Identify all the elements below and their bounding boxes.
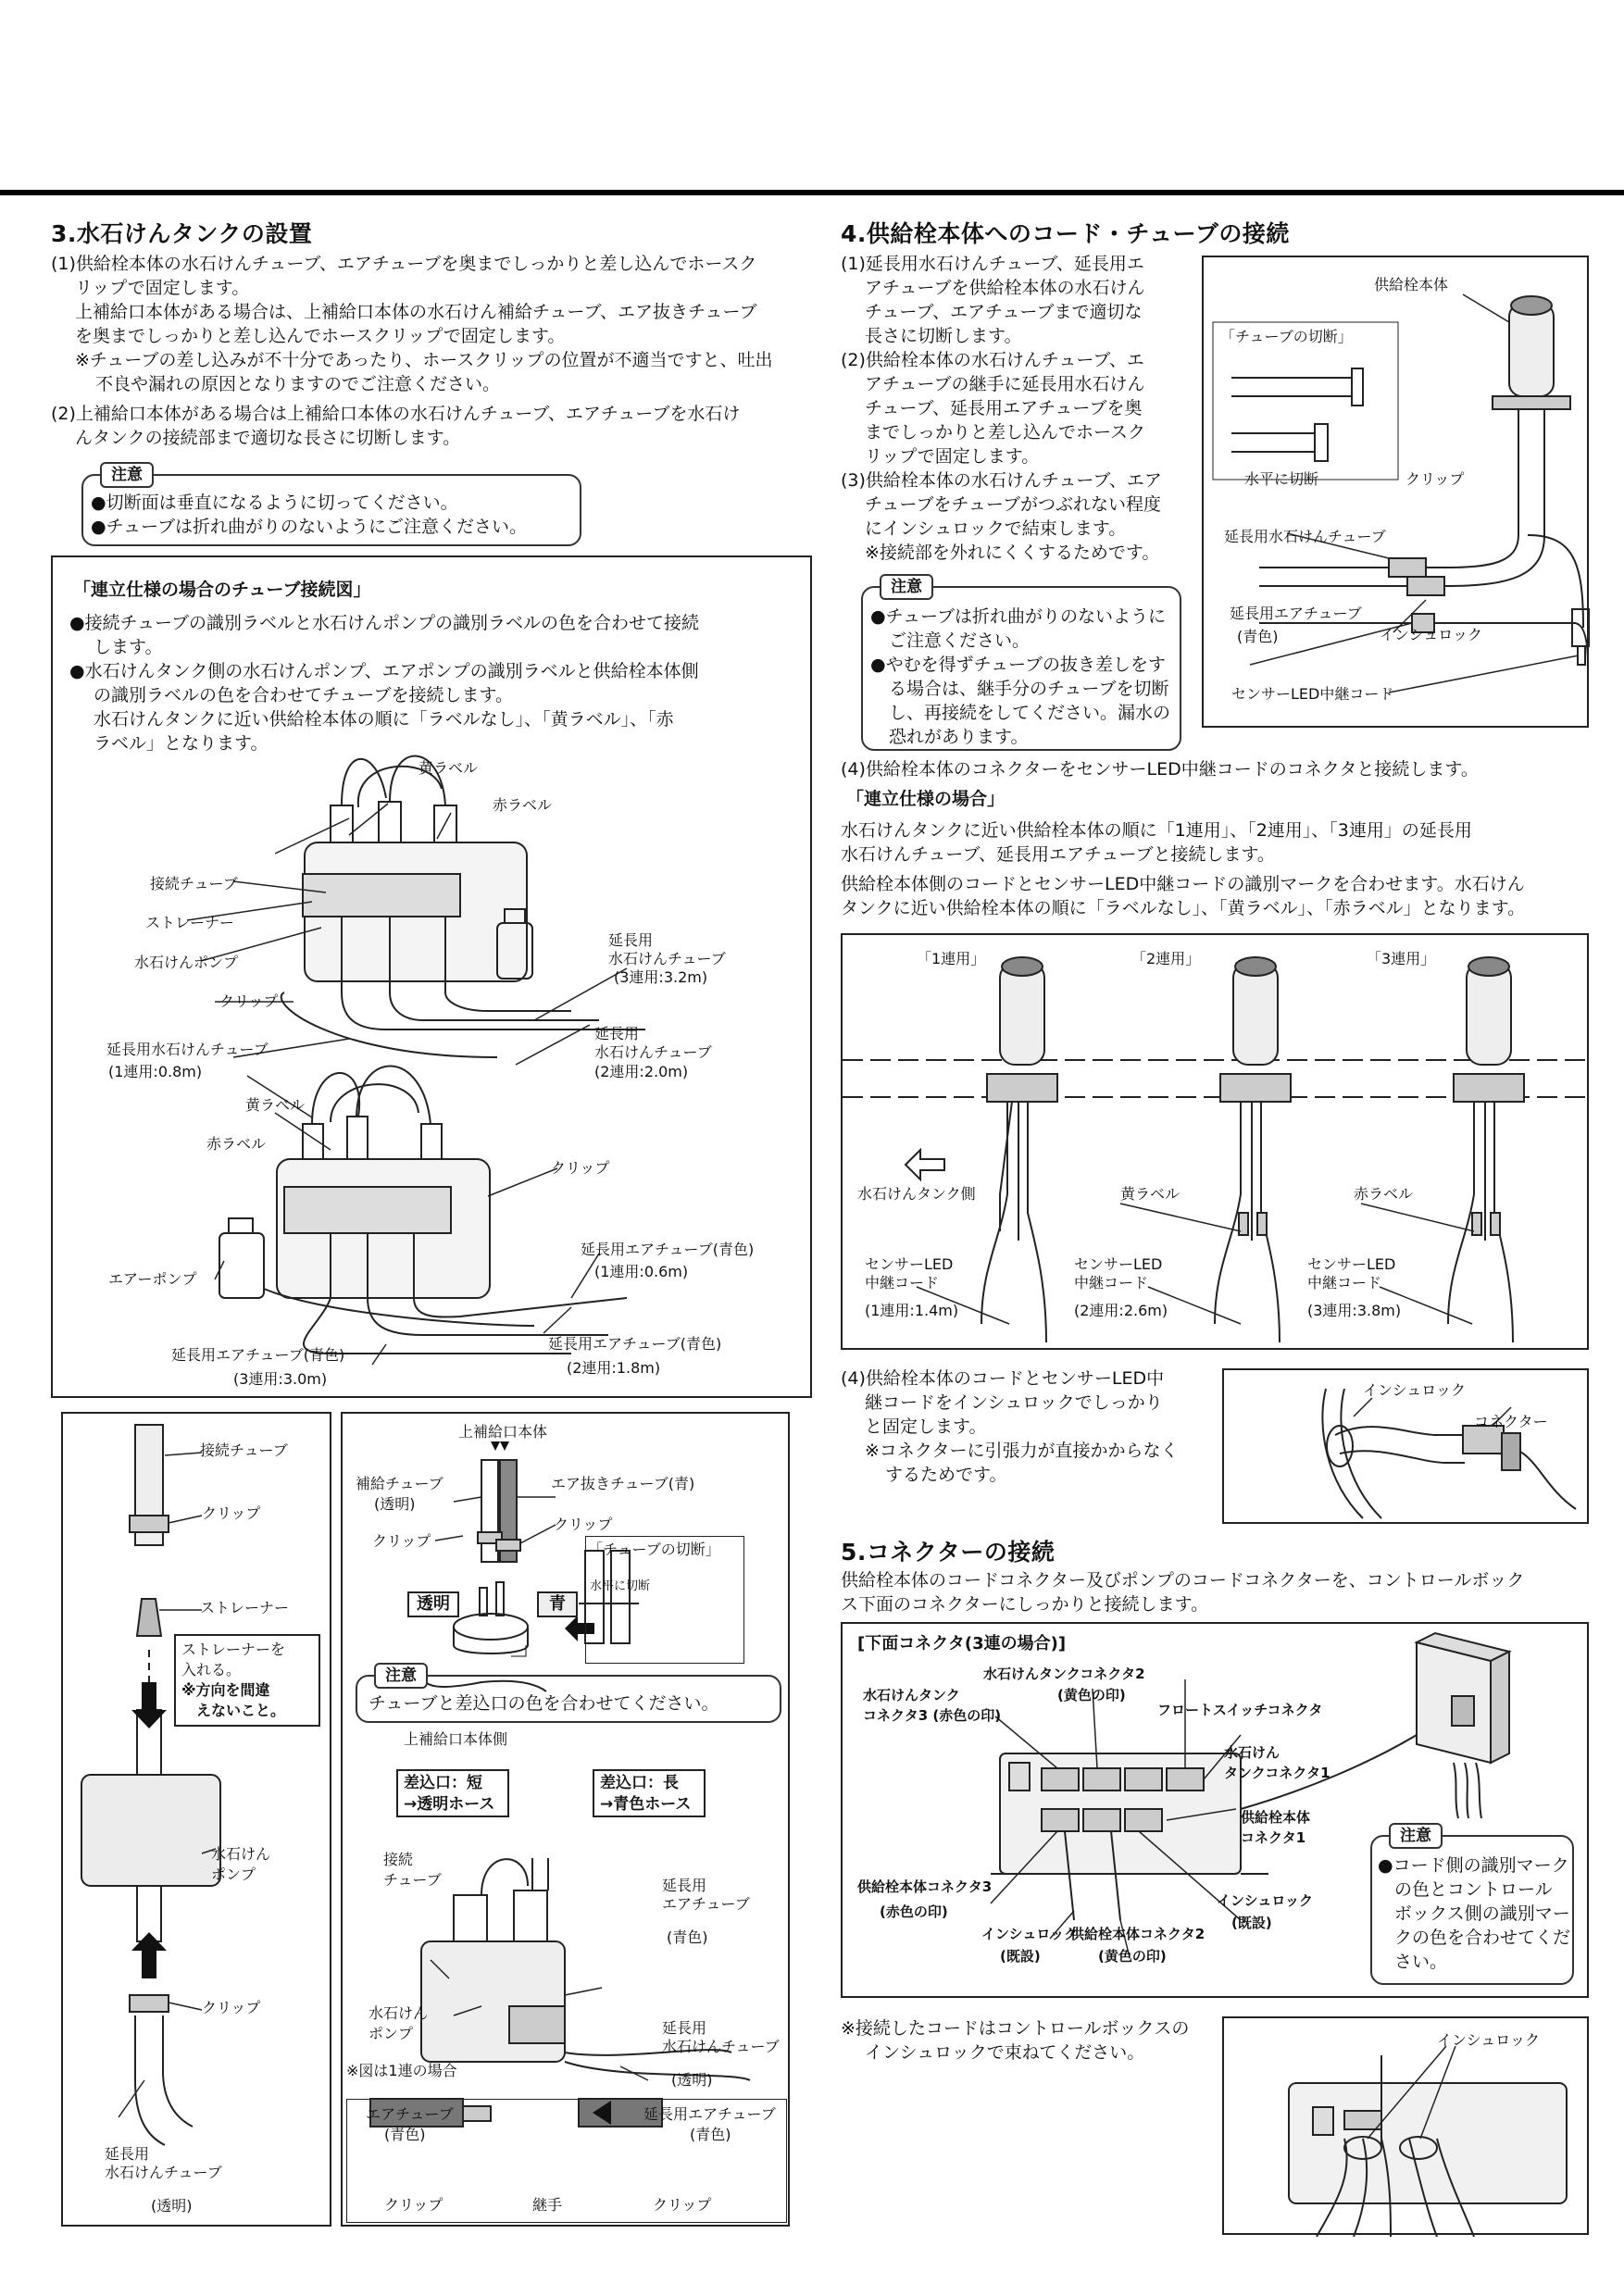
ext-callout: 水石けんチューブ	[105, 2164, 222, 2181]
long-port-box	[593, 1769, 706, 1817]
bundle-figure	[1222, 2016, 1589, 2235]
caution-text	[870, 605, 1176, 749]
note-line: ※方向を間違	[181, 1681, 270, 1699]
caution-tag: 注意	[880, 574, 933, 600]
s5-line: 供給栓本体のコードコネクター及びポンプのコードコネクターを、コントロールボック	[841, 1570, 1525, 1591]
s3-line: ※チューブの差し込みが不十分であったり、ホースクリップの位置が不適当ですと、吐出	[75, 350, 773, 370]
s3-line: (2)上補給口本体がある場合は上補給口本体の水石けんチューブ、エアチューブを水石け	[51, 404, 741, 424]
caution-line: ご注意ください。	[889, 630, 1031, 651]
ext-tube-length: (3連用:3.2m)	[614, 968, 708, 986]
header-rule	[0, 190, 1624, 195]
ext-air-label: 延長用エアチューブ	[643, 2105, 776, 2123]
refill-caution-box	[356, 1666, 781, 1723]
strainer-note-box	[174, 1634, 320, 1727]
note-line: 入れる。	[181, 1661, 242, 1678]
pump-callout: 水石けん	[211, 1845, 271, 1863]
soap-ext-callout: 延長用	[662, 2019, 707, 2037]
series-tube-figure	[51, 555, 812, 1398]
s3-line: んタンクの接続部まで適切な長さに切断します。	[75, 428, 461, 448]
figure-title: 「連立仕様の場合のチューブ接続図」	[73, 580, 371, 600]
s5-note	[841, 2016, 1230, 2065]
yellow-label-callout: 黄ラベル	[1120, 1185, 1181, 1203]
tank-connector-2-label: 水石けんタンクコネクタ2	[983, 1666, 1145, 1682]
ext-air-label: (青色)	[690, 2126, 731, 2143]
joint-inset	[346, 2099, 787, 2223]
cut-horiz-label: 水平に切断	[1244, 470, 1319, 488]
air-pump-callout: エアーポンプ	[108, 1270, 197, 1288]
sensor-led-label: センサーLED	[865, 1255, 954, 1273]
top-side-label: 上補給口本体側	[404, 1730, 508, 1748]
air-ext-callout: 延長用エアチューブ(青色)	[581, 1241, 755, 1258]
insulock-callout: インシュロック	[1380, 626, 1482, 643]
insulock-existing-mark: (既設)	[1231, 1915, 1272, 1931]
strainer-drawing	[63, 1414, 333, 2228]
cut-inset-title: 「チューブの切断」	[1220, 328, 1353, 345]
section-3-text	[51, 252, 810, 450]
ext-soap-callout: 延長用水石けんチューブ	[106, 1041, 269, 1058]
top-body-label: 上補給口本体	[458, 1423, 548, 1441]
caution-line: の色とコントロール	[1394, 1879, 1553, 1900]
s5-note-line: ※接続したコードはコントロールボックスの	[841, 2018, 1190, 2039]
s4q-line: するためです。	[885, 1465, 1007, 1485]
bottom-connector-figure	[841, 1622, 1589, 1998]
clip-callout: クリップ	[554, 1516, 613, 1533]
float-switch-label: フロートスイッチコネクタ	[1157, 1702, 1323, 1718]
section-5-title: 5.コネクターの接続	[841, 1539, 1056, 1566]
relay-length: (1連用:1.4m)	[865, 1302, 959, 1319]
s4-caution-box	[861, 578, 1181, 751]
s5-note-line: インシュロックで束ねてください。	[865, 2042, 1145, 2063]
air-vent-callout: エア抜きチューブ(青)	[551, 1475, 695, 1492]
ext-soap-length: (1連用:0.8m)	[108, 1063, 203, 1080]
short-port-box	[396, 1769, 509, 1817]
fig-line: ●接続チューブの識別ラベルと水石けんポンプの識別ラベルの色を合わせて接続	[69, 613, 700, 633]
ext-tube-callout: 水石けんチューブ	[608, 950, 726, 967]
s4-line: リップで固定します。	[865, 446, 1040, 467]
pump-callout: ポンプ	[369, 2025, 414, 2042]
soap-ext-callout: 水石けんチューブ	[662, 2038, 780, 2055]
supply-tube-callout: 補給チューブ	[356, 1475, 443, 1492]
note-line: えないこと。	[196, 1702, 286, 1719]
yellow-label-callout: 黄ラベル	[245, 1096, 306, 1114]
fig-line: します。	[94, 637, 163, 657]
caution-text	[1378, 1853, 1572, 1974]
s4-line: アチューブの継手に延長用水石けん	[865, 374, 1145, 394]
section-5-text	[841, 1568, 1600, 1616]
caution-line: ●チューブは折れ曲がりのないように	[870, 606, 1167, 627]
cut-inset-title: 「チューブの切断」	[588, 1541, 720, 1558]
s4q-line: と固定します。	[865, 1416, 987, 1437]
sensor-led-label: センサーLED	[1307, 1255, 1396, 1273]
soap-pump-callout: 水石けんポンプ	[134, 954, 239, 971]
tank-side-label: 水石けんタンク側	[857, 1185, 976, 1203]
connect-tube-callout: 接続チューブ	[200, 1441, 288, 1459]
caution-line: る場合は、継手分のチューブを切断	[889, 679, 1169, 699]
s3-line: 不良や漏れの原因となりますのでご注意ください。	[95, 374, 501, 394]
series-faucet-drawing	[843, 935, 1591, 1352]
ext-soap-length: (2連用:2.0m)	[594, 1063, 689, 1080]
port-line: →透明ホース	[404, 1795, 495, 1814]
relay-cord-label: 中継コード	[865, 1274, 940, 1292]
s4q-line: 継コードをインシュロックでしっかり	[865, 1392, 1163, 1413]
top-refill-figure	[341, 1412, 790, 2227]
clip-callout: クリップ	[219, 992, 279, 1010]
s4-line: チューブをチューブがつぶれない程度	[865, 494, 1161, 515]
sensor-led-label: センサーLED	[1074, 1255, 1163, 1273]
s4-q4-text	[841, 1366, 1211, 1487]
port-line: 差込口：短	[404, 1774, 482, 1792]
section-4-title: 4.供給栓本体へのコード・チューブの接続	[841, 220, 1290, 247]
air-tube-label: (青色)	[384, 2126, 426, 2143]
air-tube-label: エアチューブ	[366, 2105, 454, 2123]
body-connector-2-mark: (黄色の印)	[1098, 1948, 1167, 1965]
s3-line: リップで固定します。	[75, 278, 250, 298]
red-label-callout: 赤ラベル	[493, 796, 553, 814]
s4-line: 長さに切断します。	[865, 326, 1022, 346]
bundle-drawing	[1224, 2018, 1591, 2237]
s4q-line: (4)供給栓本体のコードとセンサーLED中	[841, 1368, 1165, 1389]
caution-line: ●チューブは折れ曲がりのないようにご注意ください。	[91, 517, 528, 537]
relay-cord-label: 中継コード	[1074, 1274, 1149, 1292]
connector-callout: コネクター	[1474, 1413, 1548, 1430]
clip-callout: クリップ	[372, 1532, 431, 1550]
port-line: →青色ホース	[600, 1795, 692, 1814]
relay-length: (2連用:2.6m)	[1074, 1302, 1168, 1319]
body-connector-2-label: 供給栓本体コネクタ2	[1070, 1926, 1206, 1942]
s4-line: (1)延長用水石けんチューブ、延長用エ	[841, 254, 1144, 274]
s4-line: チューブ、延長用エアチューブを奥	[865, 398, 1143, 418]
caution-tag: 注意	[374, 1663, 428, 1689]
blue-port-tag: 青	[537, 1591, 578, 1617]
s3-line: (1)供給栓本体の水石けんチューブ、エアチューブを奥までしっかりと差し込んでホースク	[51, 254, 757, 274]
caution-line: さい。	[1394, 1952, 1448, 1972]
series-line: 供給栓本体側のコードとセンサーLED中継コードの識別マークを合わせます。水石けん	[841, 874, 1525, 894]
strainer-figure	[61, 1412, 331, 2227]
s4-step4: (4)供給栓本体のコネクターをセンサーLED中継コードのコネクタと接続します。	[841, 759, 1479, 780]
unit-2-label: 「2連用」	[1131, 950, 1201, 967]
insulock-callout: インシュロック	[1363, 1381, 1466, 1399]
insulock-callout: インシュロック	[1437, 2031, 1540, 2049]
ext-tube-callout: 延長用	[608, 931, 654, 949]
red-label-callout: 赤ラベル	[206, 1135, 267, 1153]
clip-callout: クリップ	[384, 2196, 443, 2214]
body-connector-3-mark: (赤色の印)	[880, 1903, 948, 1920]
unit-1-label: 「1連用」	[917, 950, 986, 967]
sensor-relay-callout: センサーLED中継コード	[1231, 685, 1394, 703]
pump-callout: 水石けん	[369, 2004, 429, 2022]
clip-callout: クリップ	[202, 1999, 261, 2016]
s3-line: 上補給口本体がある場合は、上補給口本体の水石けん補給チューブ、エア抜きチューブ	[75, 302, 757, 322]
series-line: 水石けんチューブ、延長用エアチューブと接続します。	[841, 844, 1275, 865]
connect-tube-callout: 接続	[383, 1851, 414, 1868]
section-3-title: 3.水石けんタンクの設置	[51, 220, 313, 247]
body-connector-1-label: 供給栓本体	[1241, 1809, 1311, 1826]
s5-line: ス下面のコネクターにしっかりと接続します。	[841, 1594, 1209, 1615]
faucet-body-label: 供給栓本体	[1374, 276, 1449, 293]
body-connector-3-label: 供給栓本体コネクタ3	[857, 1878, 993, 1895]
insulock-existing-label: インシュロック	[981, 1926, 1079, 1942]
clip-callout: クリップ	[653, 2196, 712, 2214]
series-text	[841, 818, 1600, 920]
tank-connector-1-label: タンクコネクタ1	[1224, 1765, 1330, 1781]
cut-inset	[585, 1536, 744, 1664]
s4-line: チューブ、エアチューブまで適切な	[865, 302, 1143, 322]
ext-soap-callout: 延長用	[594, 1025, 640, 1042]
joint-label: 継手	[532, 2196, 563, 2214]
s4-line: (3)供給栓本体の水石けんチューブ、エア	[841, 470, 1162, 491]
connect-tube-callout: チューブ	[383, 1871, 442, 1889]
caution-tag: 注意	[100, 462, 154, 488]
supply-tube-callout: (透明)	[374, 1495, 416, 1513]
yellow-label-callout: 黄ラベル	[418, 759, 479, 777]
insulock-existing-mark: (既設)	[1000, 1948, 1041, 1965]
ext-soap-callout: 延長用水石けんチューブ	[1224, 528, 1386, 545]
caution-line: 恐れがあります。	[889, 727, 1029, 747]
series-title: 「連立仕様の場合」	[846, 789, 1006, 809]
caution-tag: 注意	[1389, 1823, 1443, 1849]
pump-callout: ポンプ	[211, 1866, 256, 1883]
red-label-callout: 赤ラベル	[1354, 1185, 1414, 1203]
body-connector-1-label: コネクタ1	[1241, 1829, 1306, 1846]
air-ext-callout: (青色)	[667, 1928, 708, 1946]
connector-box-title: [下面コネクタ(3連の場合)]	[857, 1634, 1067, 1653]
s4-line: にインシュロックで結束します。	[865, 518, 1127, 539]
s4-line: アチューブを供給栓本体の水石けん	[865, 278, 1145, 298]
caution-line: ボックス側の識別マー	[1394, 1903, 1570, 1924]
caution-line: ●コード側の識別マーク	[1378, 1855, 1569, 1876]
air-ext-callout: 延長用	[662, 1877, 707, 1894]
one-unit-note: ※図は1連の場合	[346, 2062, 457, 2079]
caution-line: チューブと差込口の色を合わせてください。	[369, 1693, 719, 1714]
cut-horiz-label: 水平に切断	[590, 1579, 651, 1593]
s4q-line: ※コネクターに引張力が直接かからなく	[865, 1441, 1179, 1461]
air-ext-callout: 延長用エアチューブ(青色)	[548, 1335, 722, 1353]
clip-callout: クリップ	[551, 1159, 610, 1177]
tank-connector-3-label: 水石けんタンク	[863, 1687, 960, 1703]
air-ext-callout: エアチューブ	[662, 1895, 750, 1913]
connect-tube-callout: 接続チューブ	[150, 875, 238, 892]
s5-caution-box	[1370, 1827, 1574, 1985]
ext-soap-callout: 水石けんチューブ	[594, 1043, 712, 1061]
insulock-connector-figure	[1222, 1368, 1589, 1524]
air-ext-length: (1連用:0.6m)	[594, 1263, 689, 1280]
soap-ext-callout: (透明)	[671, 2071, 713, 2089]
tank-connector-3-mark: コネクタ3 (赤色の印)	[863, 1707, 1002, 1724]
insulock-existing-label: インシュロック	[1217, 1892, 1314, 1909]
strainer-callout: ストレーナー	[200, 1599, 290, 1616]
s4-line: までしっかりと差し込んでホースク	[865, 422, 1146, 443]
series-line: タンクに近い供給栓本体の順に「ラベルなし」、「黄ラベル」、「赤ラベル」となります。	[841, 898, 1526, 918]
ext-callout: 延長用	[105, 2145, 150, 2163]
relay-length: (3連用:3.8m)	[1307, 1302, 1402, 1319]
series-line: 水石けんタンクに近い供給栓本体の順に「1連用」、「2連用」、「3連用」の延長用	[841, 820, 1472, 841]
caution-line: し、再接続をしてください。漏水の	[889, 703, 1171, 723]
section-4-text	[841, 252, 1193, 565]
strainer-callout: ストレーナー	[145, 914, 235, 931]
tank-connector-2-mark: (黄色の印)	[1057, 1687, 1126, 1703]
series-faucet-figure	[841, 933, 1589, 1350]
clip-callout: クリップ	[202, 1504, 261, 1522]
s3-caution-box	[81, 466, 581, 546]
fig-line: ●水石けんタンク側の水石けんポンプ、エアポンプの識別ラベルと供給栓本体側	[69, 661, 699, 681]
air-ext-length: (2連用:1.8m)	[567, 1359, 661, 1377]
fig-line: 水石けんタンクに近い供給栓本体の順に「ラベルなし」、「黄ラベル」、「赤	[94, 709, 674, 730]
clear-port-tag: 透明	[407, 1591, 459, 1617]
caution-line: クの色を合わせてくだ	[1394, 1928, 1571, 1948]
fig-line: ラベル」となります。	[94, 733, 269, 754]
fig-line: の識別ラベルの色を合わせてチューブを接続します。	[94, 685, 513, 705]
s4-line: ※接続部を外れにくくするためです。	[865, 543, 1160, 563]
faucet-tube-figure	[1202, 256, 1589, 728]
clip-callout: クリップ	[1405, 470, 1465, 488]
caution-line: ●やむを得ずチューブの抜き差しをす	[870, 655, 1167, 675]
relay-cord-label: 中継コード	[1307, 1274, 1382, 1292]
air-ext-callout: 延長用エアチューブ(青色)	[171, 1346, 345, 1364]
ext-air-callout: 延長用エアチューブ	[1230, 605, 1362, 622]
ext-air-callout: (青色)	[1237, 628, 1279, 645]
note-line: ストレーナーを	[181, 1641, 286, 1658]
tank-connector-1-label: 水石けん	[1224, 1744, 1280, 1761]
s3-line: を奥までしっかりと差し込んでホースクリップで固定します。	[75, 326, 566, 346]
s4-line: (2)供給栓本体の水石けんチューブ、エ	[841, 350, 1144, 370]
air-ext-length: (3連用:3.0m)	[233, 1370, 328, 1388]
ext-callout: (透明)	[151, 2197, 193, 2215]
caution-line: ●切断面は垂直になるように切ってください。	[91, 493, 458, 513]
unit-3-label: 「3連用」	[1367, 950, 1436, 967]
port-line: 差込口：長	[600, 1774, 679, 1792]
